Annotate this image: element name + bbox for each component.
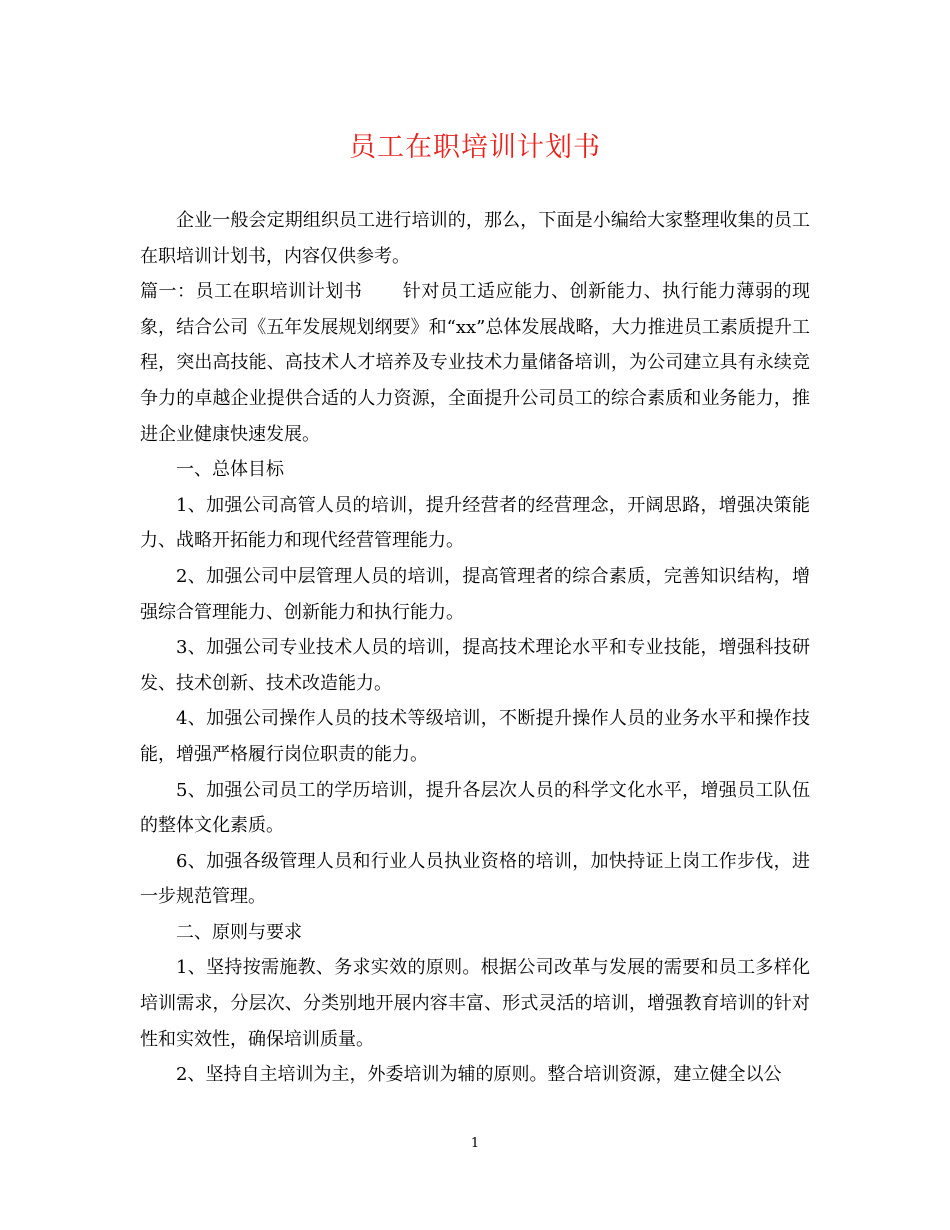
heading-overall-goals: 一、总体目标: [176, 459, 284, 481]
goal-item-3: 3、加强公司专业技术人员的培训，提高技术理论水平和专业技能，增强科技研发、技术创新、技术改造能力。: [140, 637, 810, 694]
heading-principles: 二、原则与要求: [176, 921, 302, 943]
page-number: 1: [470, 1136, 480, 1151]
goal-item-5: 5、加强公司员工的学历培训，提升各层次人员的科学文化水平，增强员工队伍的整体文化素质。: [140, 779, 810, 837]
goal-item-6: 6、加强各级管理人员和行业人员执业资格的培训，加快持证上岗工作步伐，进一步规范管理。: [140, 850, 810, 908]
section-label: 篇一：员工在职培训计划书: [140, 281, 363, 303]
intro-paragraph: 企业一般会定期组织员工进行培训的，那么，下面是小编给大家整理收集的员工在职培训计划书，内容仅供参考。: [140, 210, 810, 267]
section-paragraph: [140, 274, 810, 452]
section-text: 针对员工适应能力、创新能力、执行能力薄弱的现象，结合公司《五年发展规划纲要》和“xx”总体发展战略，大力推进员工素质提升工程，突出高技能、高技术人才培养及专业技术力量储备培训，为公司建立具有永续竞争力的卓越企业提供合适的人力资源，全面提升公司员工的综合素质和业务能力，推进企业健康快速发展。: [140, 281, 811, 445]
goal-item-1: 1、加强公司高管人员的培训，提升经营者的经营理念，开阔思路，增强决策能力、战略开拓能力和现代经营管理能力。: [140, 494, 810, 552]
principle-item-1: 1、坚持按需施教、务求实效的原则。根据公司改革与发展的需要和员工多样化培训需求，分层次、分类别地开展内容丰富、形式灵活的培训，增强教育培训的针对性和实效性，确保培训质量。: [140, 957, 810, 1050]
document-title: 员工在职培训计划书: [349, 132, 601, 163]
principle-item-2: 2、坚持自主培训为主，外委培训为辅的原则。整合培训资源，建立健全以公: [176, 1064, 782, 1086]
goal-item-2: 2、加强公司中层管理人员的培训，提高管理者的综合素质，完善知识结构，增强综合管理能力、创新能力和执行能力。: [140, 565, 810, 623]
document-body: [140, 203, 810, 1093]
goal-item-4: 4、加强公司操作人员的技术等级培训，不断提升操作人员的业务水平和操作技能，增强严格履行岗位职责的能力。: [140, 708, 810, 765]
